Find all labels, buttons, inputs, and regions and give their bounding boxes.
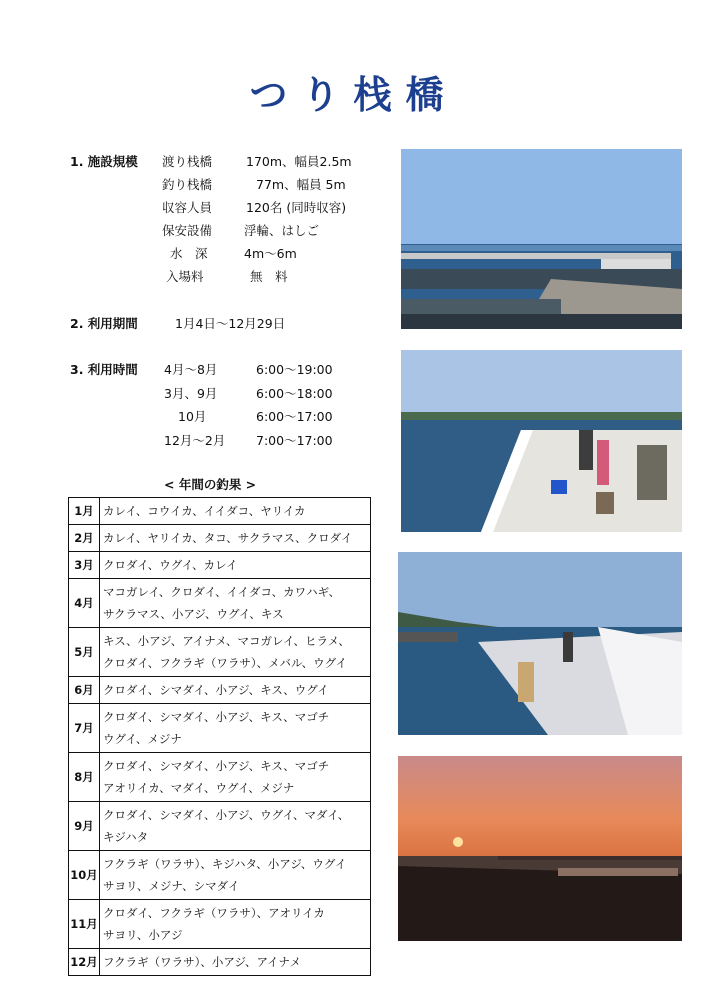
fish-cell	[100, 498, 371, 525]
pier-photo	[401, 149, 682, 329]
hours-months: 3月、9月	[164, 386, 218, 401]
fish-cell	[100, 753, 371, 802]
hours-months: 10月	[178, 409, 207, 424]
hours-time: 7:00～17:00	[256, 433, 333, 448]
table-row	[69, 579, 371, 628]
fish-line: アオリイカ、マダイ、ウグイ、メジナ	[103, 781, 295, 795]
period-heading: 2. 利用期間	[70, 316, 138, 331]
table-row	[69, 753, 371, 802]
fish-line: カレイ、ヤリイカ、タコ、サクラマス、クロダイ	[103, 531, 353, 545]
fishing-people-photo	[401, 350, 682, 532]
fish-cell	[100, 525, 371, 552]
catch-heading: < 年間の釣果 >	[164, 477, 257, 492]
facility-label: 渡り栈橋	[162, 154, 213, 169]
month-cell: 1月	[69, 498, 100, 525]
fish-line: カレイ、コウイカ、イイダコ、ヤリイカ	[103, 504, 306, 518]
facility-label: 収容人員	[162, 200, 213, 215]
month-cell: 8月	[69, 753, 100, 802]
month-cell: 7月	[69, 704, 100, 753]
walkway-photo	[398, 552, 682, 735]
hours-heading: 3. 利用時間	[70, 362, 138, 377]
facility-value: 4m～6m	[244, 246, 297, 261]
month-cell: 2月	[69, 525, 100, 552]
fish-cell	[100, 704, 371, 753]
month-cell: 3月	[69, 552, 100, 579]
month-cell: 11月	[69, 900, 100, 949]
hours-months: 4月～8月	[164, 362, 218, 377]
table-row	[69, 900, 371, 949]
table-row	[69, 498, 371, 525]
table-row	[69, 552, 371, 579]
fish-cell	[100, 851, 371, 900]
table-row	[69, 802, 371, 851]
fish-line: サクラマス、小アジ、ウグイ、キス	[103, 607, 284, 621]
month-cell: 6月	[69, 677, 100, 704]
facility-value: 浮輪、はしご	[244, 223, 320, 238]
fish-line: クロダイ、フクラギ（ワラサ）、メバル、ウグイ	[103, 656, 348, 670]
fish-line: クロダイ、シマダイ、小アジ、ウグイ、マダイ、	[103, 808, 350, 822]
facility-heading: 1. 施設規模	[70, 154, 138, 169]
fish-line: マコガレイ、クロダイ、イイダコ、カワハギ、	[103, 585, 341, 599]
fish-line: ウグイ、メジナ	[103, 732, 182, 746]
fish-cell	[100, 802, 371, 851]
fish-line: フクラギ（ワラサ）、キジハタ、小アジ、ウグイ	[103, 857, 347, 871]
table-row	[69, 628, 371, 677]
fish-line: サヨリ、メジナ、シマダイ	[103, 879, 240, 893]
fish-line: フクラギ（ワラサ）、小アジ、アイナメ	[103, 955, 302, 969]
month-cell: 10月	[69, 851, 100, 900]
catch-table	[68, 497, 371, 976]
fish-line: サヨリ、小アジ	[103, 928, 183, 942]
hours-time: 6:00～18:00	[256, 386, 333, 401]
facility-value: 無 料	[250, 269, 288, 284]
fish-cell	[100, 900, 371, 949]
hours-time: 6:00～17:00	[256, 409, 333, 424]
fish-cell	[100, 579, 371, 628]
hours-time: 6:00～19:00	[256, 362, 333, 377]
month-cell: 5月	[69, 628, 100, 677]
facility-label: 保安設備	[162, 223, 213, 238]
table-row	[69, 677, 371, 704]
hours-months: 12月～2月	[164, 433, 226, 448]
facility-value: 170m、幅員2.5m	[246, 154, 352, 169]
fish-line: クロダイ、シマダイ、小アジ、キス、マゴチ	[103, 710, 330, 724]
month-cell: 4月	[69, 579, 100, 628]
fish-line: キス、小アジ、アイナメ、マコガレイ、ヒラメ、	[103, 634, 350, 648]
fish-line: クロダイ、フクラギ（ワラサ）、アオリイカ	[103, 906, 325, 920]
fish-line: クロダイ、ウグイ、カレイ	[103, 558, 238, 572]
month-cell: 12月	[69, 949, 100, 976]
page-title: つり栈橋	[249, 73, 458, 117]
fish-cell	[100, 949, 371, 976]
facility-label: 釣り栈橋	[162, 177, 213, 192]
facility-value: 120名 (同時収容)	[246, 200, 347, 215]
facility-label: 入場料	[166, 269, 204, 284]
fish-cell	[100, 552, 371, 579]
fish-cell	[100, 677, 371, 704]
fish-cell	[100, 628, 371, 677]
table-row	[69, 525, 371, 552]
period-value: 1月4日～12月29日	[175, 316, 286, 331]
facility-value: 77m、幅員 5m	[256, 177, 346, 192]
month-cell: 9月	[69, 802, 100, 851]
sunset-photo	[398, 756, 682, 941]
table-row	[69, 851, 371, 900]
fish-line: クロダイ、シマダイ、小アジ、キス、マゴチ	[103, 759, 330, 773]
fish-line: クロダイ、シマダイ、小アジ、キス、ウグイ	[103, 683, 329, 697]
table-row	[69, 704, 371, 753]
facility-label: 水 深	[170, 246, 208, 261]
table-row	[69, 949, 371, 976]
fish-line: キジハタ	[103, 830, 149, 844]
